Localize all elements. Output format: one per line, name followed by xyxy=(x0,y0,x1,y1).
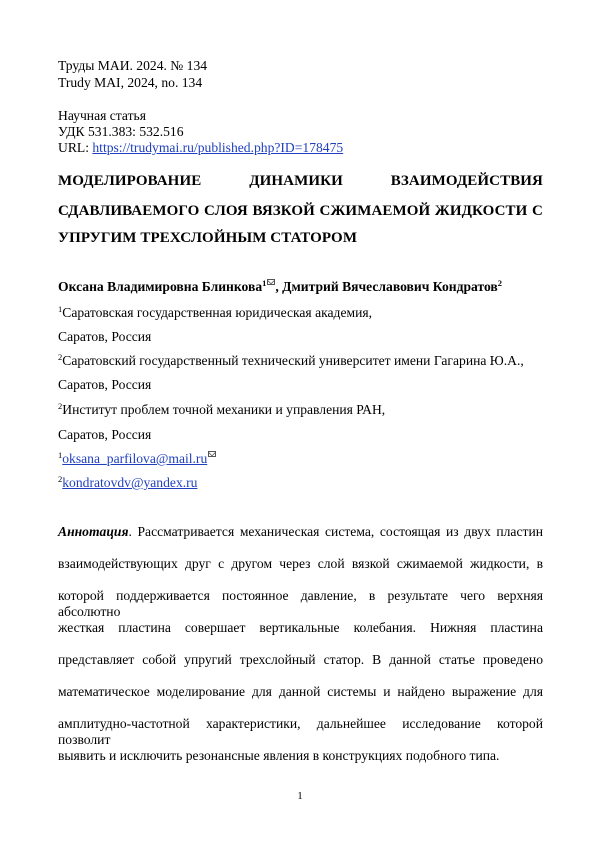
email-1-link[interactable]: oksana_parfilova@mail.ru xyxy=(62,451,208,466)
email-2-sup: 2 xyxy=(58,474,63,484)
udc: УДК 531.383: 532.516 xyxy=(58,124,184,139)
affiliation-2-name: Саратовский государственный технический университет имени Гагарина Ю.А., xyxy=(62,353,524,368)
affiliation-1-name: Саратовская государственная юридическая академия, xyxy=(62,305,373,320)
affiliation-1 xyxy=(58,305,372,321)
author-separator: , xyxy=(275,279,283,294)
abstract-label: Аннотация xyxy=(58,524,129,539)
email-1-sup: 1 xyxy=(58,450,63,460)
affiliation-2-sup: 2 xyxy=(58,352,63,362)
title-line-2: СДАВЛИВАЕМОГО СЛОЯ ВЯЗКОЙ СЖИМАЕМОЙ ЖИДКОСТИ С xyxy=(58,203,543,219)
affiliation-1-sup: 1 xyxy=(58,304,63,314)
author-1: Оксана Владимировна Блинкова xyxy=(58,279,263,294)
journal-ru: Труды МАИ. 2024. № 134 xyxy=(58,58,208,73)
abstract-line-2: взаимодействующих друг с другом через слой вязкой сжимаемой жидкости, в xyxy=(58,556,543,571)
author-2-sup: 2 xyxy=(497,278,503,288)
mail-icon xyxy=(267,279,275,285)
abstract-line-4: жесткая пластина совершает вертикальные колебания. Нижняя пластина xyxy=(58,620,543,635)
abstract-line-7: амплитудно-частотной характеристики, дальнейшее исследование которой позволит xyxy=(58,716,543,747)
article-url-link[interactable]: https://trudymai.ru/published.php?ID=178475 xyxy=(92,140,344,155)
affiliation-1-city: Саратов, Россия xyxy=(58,329,152,344)
affiliation-2 xyxy=(58,353,524,369)
email-2-line xyxy=(58,475,197,491)
affiliation-3-name: Институт проблем точной механики и управления РАН, xyxy=(62,402,386,417)
author-2: Дмитрий Вячеславович Кондратов xyxy=(282,279,498,294)
title-line-1: МОДЕЛИРОВАНИЕ ДИНАМИКИ ВЗАИМОДЕЙСТВИЯ xyxy=(58,173,543,189)
email-2-link[interactable]: kondratovdv@yandex.ru xyxy=(62,475,198,490)
abstract-line-8: выявить и исключить резонансные явления в конструкциях подобного типа. xyxy=(58,748,500,763)
author-1-sup: 1 xyxy=(262,278,267,288)
abstract-line-5: представляет собой упругий трехслойный статор. В данной статье проведено xyxy=(58,652,543,667)
journal-en: Trudy MAI, 2024, no. 134 xyxy=(58,75,203,90)
mail-icon xyxy=(208,451,216,457)
url-label: URL: xyxy=(58,140,93,155)
affiliation-3-sup: 2 xyxy=(58,401,63,411)
abstract-line-1 xyxy=(58,524,543,540)
affiliation-3-city: Саратов, Россия xyxy=(58,427,152,442)
abstract-text-1: . Рассматривается механическая система, состоящая из двух пластин xyxy=(128,524,543,539)
authors xyxy=(58,279,502,295)
url-line xyxy=(58,140,343,156)
abstract-line-6: математическое моделирование для данной системы и найдено выражение для xyxy=(58,684,543,699)
page-number: 1 xyxy=(297,790,303,802)
affiliation-3 xyxy=(58,402,385,418)
title-line-3: УПРУГИМ ТРЕХСЛОЙНЫМ СТАТОРОМ xyxy=(58,230,358,246)
email-1-line xyxy=(58,451,216,467)
abstract-line-3: которой поддерживается постоянное давление, в результате чего верхняя абсолютно xyxy=(58,588,543,619)
article-type: Научная статья xyxy=(58,108,146,123)
affiliation-2-city: Саратов, Россия xyxy=(58,377,152,392)
